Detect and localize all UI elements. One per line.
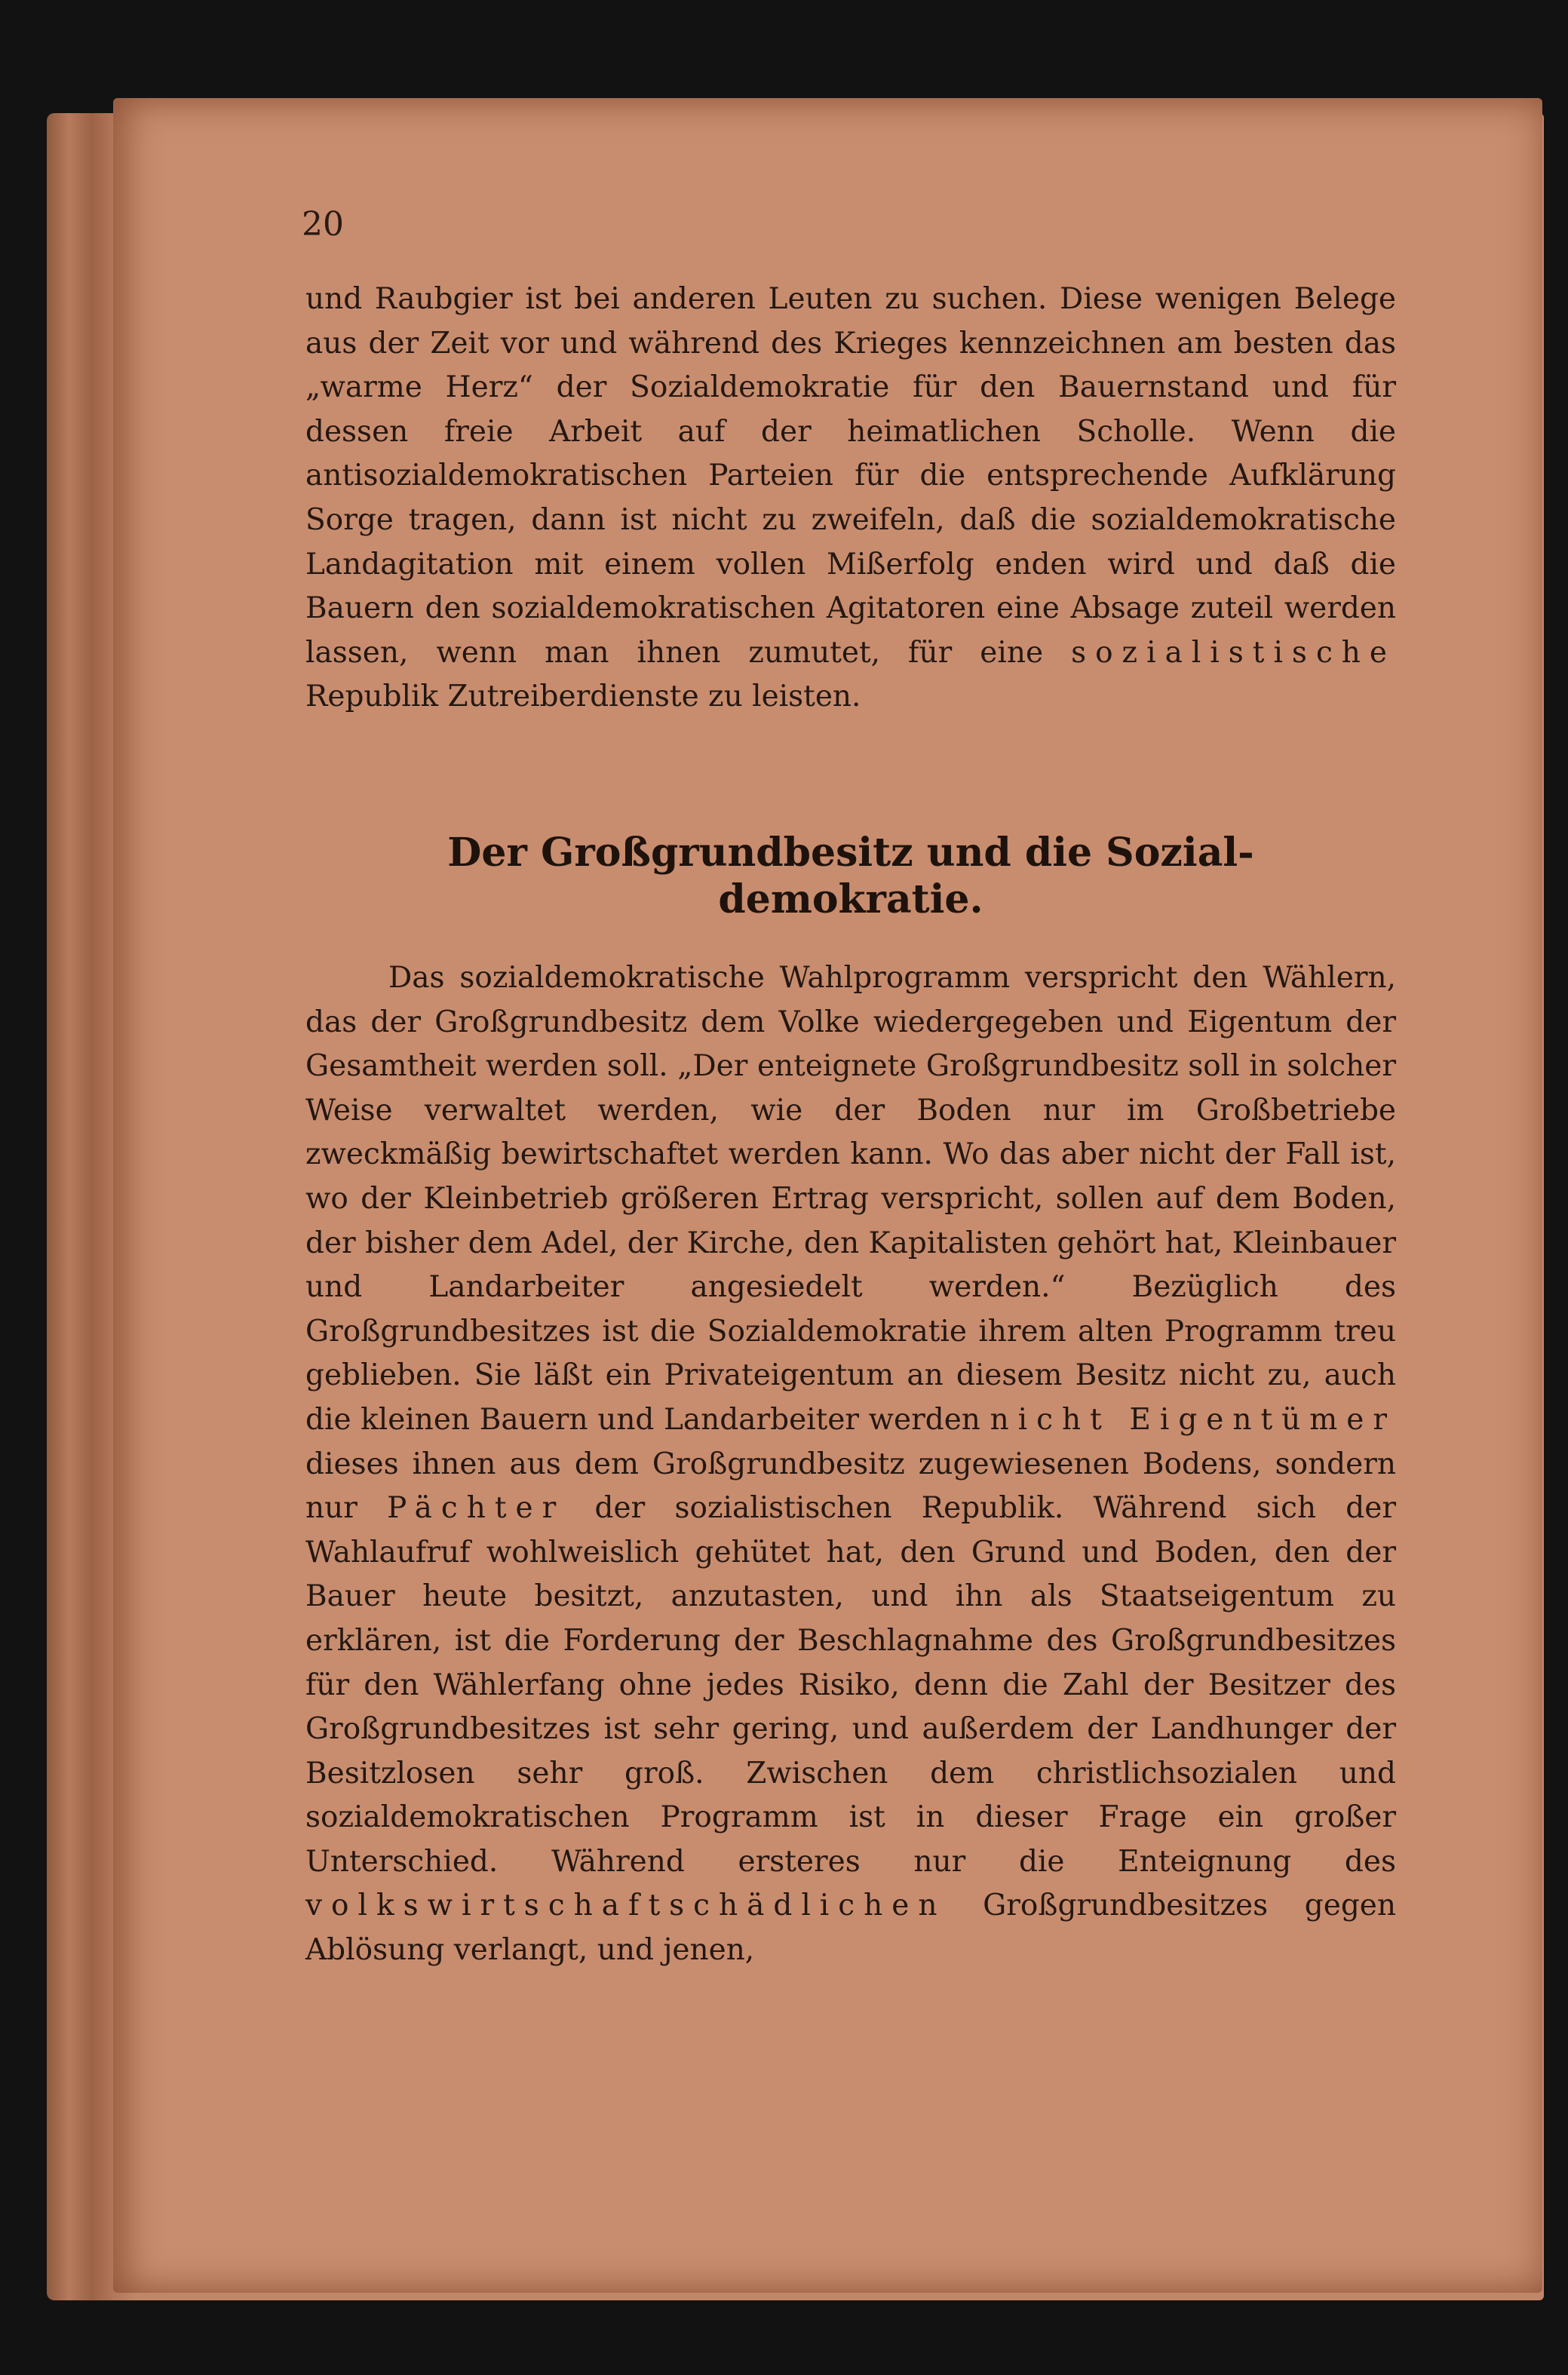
paragraph-1-text-end: Republik Zutreiberdienste zu leisten. bbox=[305, 680, 861, 714]
paragraph-2-spaced-3: volkswirtschaftschädlichen bbox=[305, 1889, 947, 1923]
paragraph-2-spaced-1: nicht Eigentümer bbox=[990, 1402, 1396, 1437]
paragraph-2 bbox=[305, 956, 1396, 1973]
paragraph-2-text-2: dieses ihnen aus dem Großgrundbesitz zugewiesenen Bodens, sondern nur bbox=[305, 1447, 1396, 1526]
paragraph-2-text-1: Das sozialdemokratische Wahlprogramm verspricht den Wählern, das der Großgrundbesitz dem Volke wiedergegeben und Eigentum der Gesamtheit werden soll. „Der enteignete Großgrundbesitz soll in solcher Weise verwaltet werden, wie der Boden nur im Großbetriebe zweckmäßig bewirtschaftet werden kann. Wo das aber nicht der Fall ist, wo der Kleinbetrieb größeren Ertrag verspricht, sollen auf dem Boden, der bisher dem Adel, der Kirche, den Kapitalisten gehört hat, Kleinbauer und Landarbeiter angesiedelt werden.“ Bezüglich des Großgrundbesitzes ist die Sozialdemokratie ihrem alten Programm treu geblieben. Sie läßt ein Privateigentum an diesem Besitz nicht zu, auch die kleinen Bauern und Landarbeiter werden bbox=[305, 961, 1396, 1437]
paragraph-1-text: und Raubgier ist bei anderen Leuten zu suchen. Diese wenigen Belege aus der Zeit vor und während des Krieges kennzeichnen am besten das „warme Herz“ der Sozialdemokratie für den Bauernstand und für dessen freie Arbeit auf der heimatlichen Scholle. Wenn die antisozialdemokratischen Parteien für die entsprechende Aufklärung Sorge tragen, dann ist nicht zu zweifeln, daß die sozialdemokratische Landagitation mit einem vollen Mißerfolg enden wird und daß die Bauern den sozialdemokratischen Agitatoren eine Absage zuteil werden lassen, wenn man ihnen zumutet, für eine bbox=[305, 282, 1396, 670]
heading-line-2: demokratie. bbox=[718, 876, 983, 922]
page-number: 20 bbox=[302, 205, 344, 244]
paragraph-1-spaced-word: sozialistische bbox=[1071, 635, 1396, 670]
section-heading bbox=[305, 830, 1396, 923]
paragraph-2-text-4: Großgrundbesitzes gegen Ablösung verlangt, und jenen, bbox=[305, 1889, 1396, 1968]
paragraph-2-spaced-2: Pächter bbox=[387, 1491, 566, 1526]
paragraph-2-text-3: der sozialistischen Republik. Während sich der Wahlaufruf wohlweislich gehütet hat, den Grund und Boden, den der Bauer heute besitzt, anzutasten, und ihn als Staatseigentum zu erklären, ist die Forderung der Beschlagnahme des Großgrundbesitzes für den Wählerfang ohne jedes Risiko, denn die Zahl der Besitzer des Großgrundbesitzes ist sehr gering, und außerdem der Landhunger der Besitzlosen sehr groß. Zwischen dem christlichsozialen und sozialdemokratischen Programm ist in dieser Frage ein großer Unterschied. Während ersteres nur die Enteignung des bbox=[305, 1491, 1396, 1879]
paragraph-1 bbox=[305, 278, 1396, 720]
heading-line-1: Der Großgrundbesitz und die Sozial- bbox=[447, 830, 1254, 876]
